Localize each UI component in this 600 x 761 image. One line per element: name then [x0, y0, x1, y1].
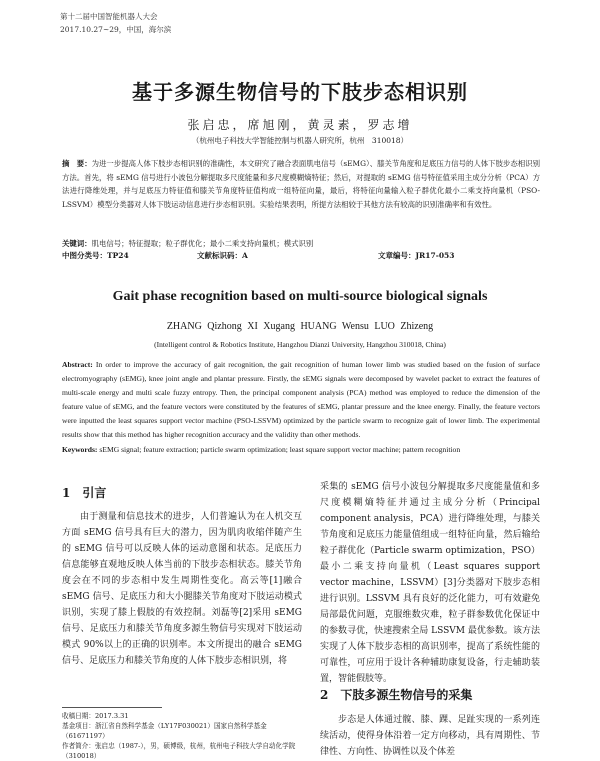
affiliation-cn: （杭州电子科技大学智能控制与机器人研究所，杭州 310018）	[191, 136, 409, 145]
clc-number: 中图分类号：TP24	[62, 251, 129, 260]
conference-header	[60, 10, 171, 36]
abstract-en-label: Abstract:	[62, 360, 93, 369]
abstract-en	[62, 358, 540, 442]
author-info: 作者简介：张启忠（1987-），男，硕博级，杭州，杭州电子科技大学自动化学院（310018）	[62, 742, 296, 760]
authors-en: ZHANG Qizhong XI Xugang HUANG Wensu LUO Zhizeng	[166, 321, 434, 332]
keywords-en	[62, 445, 540, 454]
section-1-heading: 1 引言	[62, 486, 107, 500]
footnote-divider	[62, 707, 162, 708]
document-code: 文献标识码：A	[197, 251, 248, 260]
section-1-paragraph-left: 由于测量和信息技术的进步，人们普遍认为在人机交互方面 sEMG 信号具有巨大的潜力，因为肌肉收缩伴随产生的 sEMG 信号可以反映人体的运动意图和状态。足底压力信息能够直观地反映人体当前的下肢步态相状态。膝关节角度会在不同的步态相中发生周期性变化。高云等[1]融合 sEMG 信号、足底压力和大小腿膝关节角度对下肢运动模式识别，实现了膝上假肢的有效控制。刘磊等[2]采用 sEMG 信号、足底压力和膝关节角度多源生物信号实现对下肢运动模式 90%以上的正确的识别率。本文所提出的融合 sEMG 信号、足底压力和膝关节角度的人体下肢步态相识别，将	[62, 512, 302, 666]
paper-title-en: Gait phase recognition based on multi-source biological signals	[112, 289, 488, 304]
affiliation-en: (Intelligent control & Robotics Institute, Hangzhou Dianzi University, Hangzhou 310018, China)	[154, 340, 446, 349]
abstract-en-text: In order to improve the accuracy of gait recognition, the gait recognition of human lower limb was studied based on the fusion of surface electromyography (sEMG), knee joint angle and plantar pressure. Firstly, the sEMG signals were decomposed by wavelet packet to extract the features of multi-scale energy and multi scale fuzzy entropy. Then, the principal component analysis (PCA) method was employed to reduce the dimension of the feature value of sEMG, and the feature vectors were constituted by the features of sEMG, plantar pressure and the knee energy. Finally, the feature vectors were inputted the least squares support vector machine (PSO-LSSVM) optimized by the particle swarm to recognize gait of lower limb. The experimental results show that this method has higher recognition accuracy and the validity than other methods.	[62, 360, 540, 439]
section-1-paragraph-right: 采集的 sEMG 信号小波包分解提取多尺度能量值和多尺度模糊熵特征并通过主成分分析（Principal component analysis，PCA）进行降维处理，与膝关节角度和足底压力能量值组成一组特征向量，然后输给粒子群优化（Particle swarm optimization，PSO）最小二乘支持向量机（Least squares support vector machine，LSSVM）[3]分类器对下肢步态相进行识别。LSSVM 具有良好的泛化能力，可有效避免局部最优问题，克服维数灾难，粒子群参数优化保证中的参数寻优，快速搜索全局 LSSVM 最优参数。该方法实现了人体下肢步态相的高识别率，提高了系统性能的可靠性，可应用于设计各种辅助康复设备，行走辅助装置，智能假肢等。	[320, 482, 540, 684]
conference-date: 2017.10.27~29，中国，海尔滨	[60, 25, 172, 34]
keywords-en-text: sEMG signal; feature extraction; particle swarm optimization; least square support vector machine; pattern recognition	[99, 445, 461, 454]
authors-cn: 张启忠，席旭刚，黄灵素，罗志增	[187, 118, 413, 132]
abstract-cn-text: 为进一步提高人体下肢步态相识别的准确性，本文研究了融合表面肌电信号（sEMG）、膝关节角度和足底压力信号的人体下肢步态相识别方法。首先，将 sEMG 信号进行小波包分解提取多尺度能量和多尺度模糊熵特征；然后，对提取的 sEMG 信号特征值采用主成分分析（PCA）方法进行降维处理，并与足底压力特征值和膝关节角度特征值构成一组特征向量，最后，将特征向量输入粒子群优化最小二乘支持向量机（PSO-LSSVM）模型分类器对人体下肢运动信息进行步态相识别。实验结果表明，所提方法相较于其他方法有较高的识别准确率和有效性。	[62, 159, 540, 209]
paper-title: 基于多源生物信号的下肢步态相识别	[132, 80, 468, 104]
conference-name: 第十二届中国智能机器人大会	[60, 12, 158, 21]
footnote	[62, 711, 302, 761]
keywords-cn	[62, 237, 540, 251]
abstract-cn	[62, 157, 540, 211]
received-date: 收稿日期：2017.3.31	[62, 712, 129, 720]
abstract-cn-label: 摘 要：	[62, 159, 92, 168]
keywords-cn-text: 肌电信号；特征提取；粒子群优化；最小二乘支持向量机；模式识别	[91, 239, 314, 248]
fund-info: 基金项目：浙江省自然科学基金（LY17F030021）国家自然科学基金（61671197）	[62, 722, 267, 740]
keywords-cn-label: 关键词：	[62, 239, 92, 248]
section-2-paragraph: 步态是人体通过髋、膝、踝、足趾实现的一系列连续活动，使得身体沿着一定方向移动，具有周期性、节律性、方向性、协调性以及个体差	[320, 715, 540, 757]
article-number: 文章编号：JR17-053	[378, 251, 455, 260]
section-2-heading: 2 下肢多源生物信号的采集	[320, 688, 473, 702]
keywords-en-label: Keywords:	[62, 445, 98, 454]
